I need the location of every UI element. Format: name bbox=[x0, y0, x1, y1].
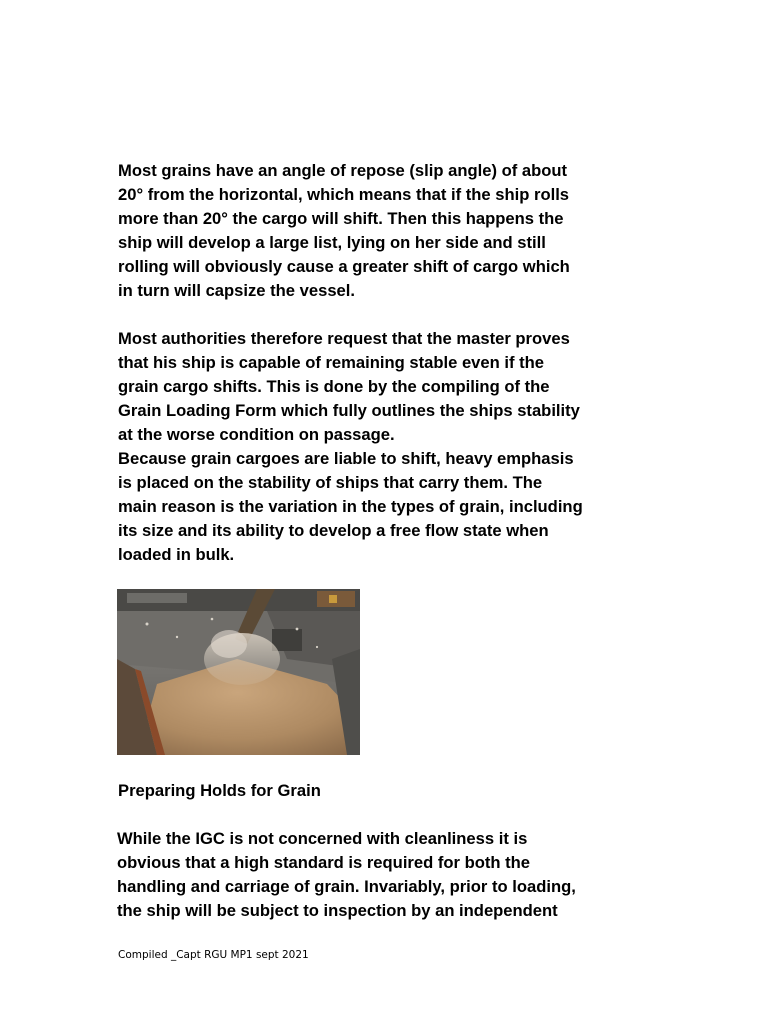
text-line: rolling will obviously cause a greater shift of cargo which bbox=[118, 257, 570, 276]
page-footer: Compiled _Capt RGU MP1 sept 2021 bbox=[118, 949, 309, 961]
text-line: loaded in bulk. bbox=[118, 545, 235, 564]
text-line: Most authorities therefore request that the master proves bbox=[118, 329, 570, 348]
text-line: more than 20° the cargo will shift. Then this happens the bbox=[118, 209, 564, 228]
paragraph-angle-of-repose bbox=[118, 159, 658, 303]
text-line: Grain Loading Form which fully outlines the ships stability bbox=[118, 401, 580, 420]
text-line: its size and its ability to develop a free flow state when bbox=[118, 521, 549, 540]
text-line: grain cargo shifts. This is done by the compiling of the bbox=[118, 377, 550, 396]
text-line: is placed on the stability of ships that carry them. The bbox=[118, 473, 543, 492]
text-line: handling and carriage of grain. Invariably, prior to loading, bbox=[117, 877, 576, 896]
paragraph-cleanliness bbox=[117, 827, 657, 923]
text-line: Most grains have an angle of repose (slip angle) of about bbox=[118, 161, 568, 180]
text-line: 20° from the horizontal, which means that if the ship rolls bbox=[118, 185, 570, 204]
text-line: obvious that a high standard is required for both the bbox=[117, 853, 531, 872]
section-heading: Preparing Holds for Grain bbox=[118, 781, 321, 800]
paragraph-grain-shift bbox=[118, 447, 658, 567]
text-line: in turn will capsize the vessel. bbox=[118, 281, 356, 300]
text-line: main reason is the variation in the types of grain, including bbox=[118, 497, 583, 516]
text-line: ship will develop a large list, lying on her side and still bbox=[118, 233, 546, 252]
text-line: that his ship is capable of remaining stable even if the bbox=[118, 353, 545, 372]
text-line: the ship will be subject to inspection by an independent bbox=[117, 901, 558, 920]
text-line: While the IGC is not concerned with cleanliness it is bbox=[117, 829, 528, 848]
paragraph-authorities bbox=[118, 327, 658, 447]
text-line: Because grain cargoes are liable to shift, heavy emphasis bbox=[118, 449, 574, 468]
text-line: at the worse condition on passage. bbox=[118, 425, 395, 444]
grain-loading-photo bbox=[117, 589, 360, 755]
